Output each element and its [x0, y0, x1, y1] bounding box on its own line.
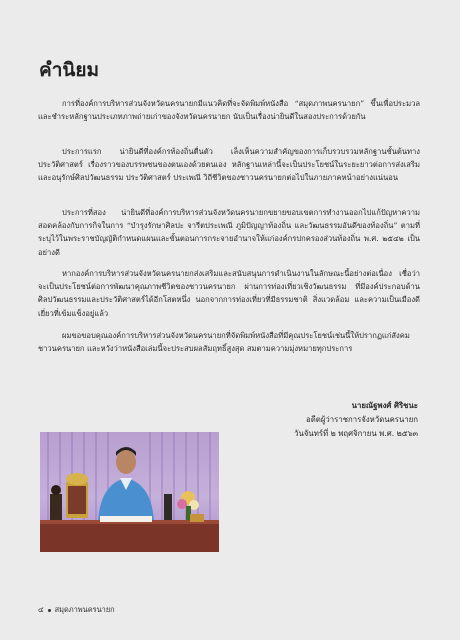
paragraph-5-text: ผมขอขอบคุณองค์การบริหารส่วนจังหวัดนครนายกที่จัดพิมพ์หนังสือที่มีคุณประโยชน์เช่นนี้ให้ปรากฏแก่สังคมชาวนครนายก และหวังว่าหนังสือเล่มนี้จะประสบผลสัมฤทธิ์สูงสุด สมตามความมุ่งหมายทุกประการ	[38, 331, 410, 354]
signatory-position: อดีตผู้ว่าราชการจังหวัดนครนายก	[306, 415, 418, 424]
paragraph-1	[38, 97, 420, 123]
paragraph-2	[38, 145, 420, 185]
paragraph-5	[38, 329, 420, 355]
signature-date: วันจันทร์ที่ ๒ พฤศจิกายน พ.ศ. ๒๕๖๓	[294, 429, 418, 438]
paragraph-4-text: หากองค์การบริหารส่วนจังหวัดนครนายกส่งเสริมและสนับสนุนการดำเนินงานในลักษณะนี้อย่างต่อเนื่อง เชื่อว่าจะเป็นประโยชน์ต่อการพัฒนาคุณภาพชีวิตของชาวนครนายก ผ่านการท่องเที่ยวเชิงวัฒนธรรม ที่มีองค์ประกอบด้านศิลปวัฒนธรรมและประวัติศาสตร์ได้อีกโสตหนึ่ง นอกจากการท่องเที่ยวที่มีธรรมชาติ สิ่งแวดล้อม และความเป็นเมืองดีเยี่ยวที่เข้มแข็งอยู่แล้ว	[38, 269, 420, 318]
paragraph-1-text: การที่องค์การบริหารส่วนจังหวัดนครนายกมีแนวคิดที่จะจัดพิมพ์หนังสือ “สมุดภาพนครนายก” ขึ้นเพื่อประมวลและชำระหลักฐานประเภทภาพถ่ายเก่าของจังหวัดนครนายก นับเป็นเรื่องน่ายินดีในสองประการด้วยกัน	[38, 99, 420, 122]
paragraph-2-text: ประการแรก น่ายินดีที่องค์กรท้องถิ่นตื่นตัว เล็งเห็นความสำคัญของการเก็บรวบรวมหลักฐานชั้นต้นทางประวัติศาสตร์ เรื่องราวของบรรพชนของตนเองด้วยตนเอง หลักฐานเหล่านี้จะเป็นประโยชน์ในระยะยาวต่อการส่งเสริมและอนุรักษ์ศิลปวัฒนธรรม ประวัติศาสตร์ ประเพณี วิถีชีวิตของชาวนครนายกต่อไปในภายภาคหน้าอย่างแน่นอน	[38, 147, 420, 183]
footer-book-title: สมุดภาพนครนายก	[54, 605, 115, 614]
page-number: ๔	[38, 605, 44, 614]
bullet-icon	[48, 609, 51, 612]
portrait-photo	[40, 432, 219, 552]
page-footer	[38, 604, 115, 616]
page-title: คำนิยม	[39, 59, 100, 81]
signatory-name: นายณัฐพงศ์ ศิริชนะ	[351, 401, 418, 410]
paragraph-4	[38, 267, 420, 320]
signature-block	[294, 399, 418, 441]
paragraph-3-text: ประการที่สอง น่ายินดีที่องค์การบริหารส่วนจังหวัดนครนายกขยายขอบเขตการทำงานออกไปแก้ปัญหาความสอดคล้องกับการกิจในการ “บำรุงรักษาศิลปะ จารีตประเพณี ภูมิปัญญาท้องถิ่น และวัฒนธรรมอันดีของท้องถิ่น” ตามที่ระบุไว้ในพระราชบัญญัติกำหนดแผนและขั้นตอนการกระจายอำนาจให้แก่องค์กรปกครองส่วนท้องถิ่น พ.ศ. ๒๕๔๒ เป็นอย่างดี	[38, 208, 420, 257]
paragraph-3	[38, 206, 420, 259]
